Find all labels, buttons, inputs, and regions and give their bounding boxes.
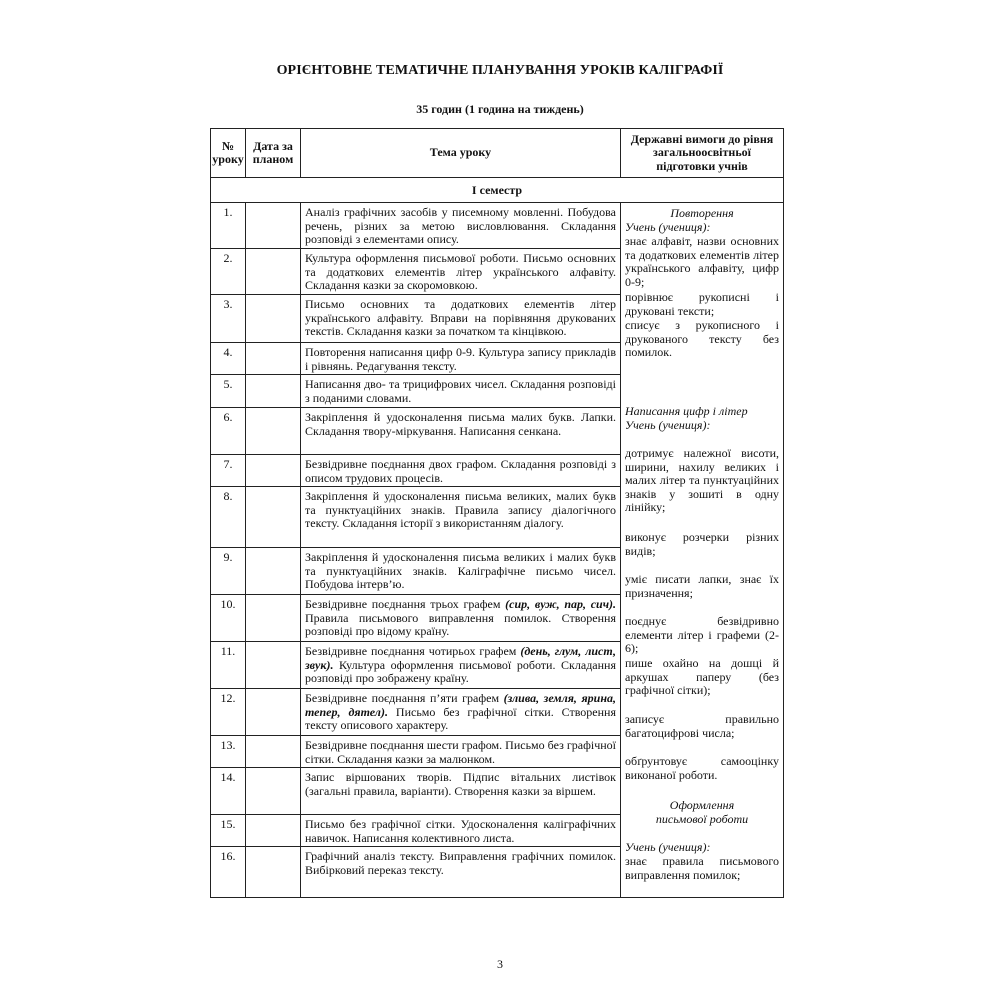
semester-label: І семестр (471, 183, 523, 197)
lesson-topic: Безвідривне поєднання п’яти графем (злива, земля, ярина, тепер, дятел). Письмо без графічної сітки. Створення тексту описового характеру. (305, 691, 617, 732)
lesson-number: 10. (220, 597, 236, 611)
planning-table (210, 128, 784, 898)
req-item: дотримує належної висоти, ширини, нахилу великих і малих літер та пунктуаційних знаків у зошиті в одну лінійку; (625, 446, 779, 514)
req-heading-writing: Написання цифр і літер (625, 404, 748, 418)
lesson-topic: Безвідривне поєднання чотирьох графем (день, глум, лист, звук). Культура оформлення письмової роботи. Складання розповіді про зображену країну. (305, 644, 616, 685)
page-number: 3 (497, 957, 503, 971)
lesson-topic: Закріплення й удосконалення письма великих і малих букв та пунктуаційних знаків. Каліграфічне письмо чисел. Побудова інтерв’ю. (305, 550, 616, 591)
lesson-number: 13. (220, 738, 236, 752)
req-heading-repetition: Повторення (670, 206, 734, 220)
lesson-topic: Закріплення й удосконалення письма малих букв. Лапки. Складання твору-міркування. Написання сенкана. (305, 410, 616, 438)
header-requirements: Державні вимоги до рівня загальноосвітньої підготовки учнів (630, 131, 774, 173)
req-item: виконує розчерки різних видів; (625, 530, 779, 558)
lesson-topic: Графічний аналіз тексту. Виправлення графічних помилок. Вибірковий переказ тексту. (305, 849, 616, 877)
lesson-number: 15. (220, 817, 236, 831)
req-item: обґрунтовує самооцінку виконаної роботи. (625, 754, 779, 782)
req-pupil-label: Учень (учениця): (625, 418, 711, 432)
req-item: порівнює рукописні і друковані тексти; (625, 290, 779, 318)
req-item: поєднує безвідривно елементи літер і графеми (2-6); (625, 614, 779, 655)
lesson-number: 1. (223, 205, 233, 219)
lesson-topic: Безвідривне поєднання шести графом. Письмо без графічної сітки. Складання казки за малюнком. (305, 738, 616, 766)
lesson-topic: Письмо без графічної сітки. Удосконалення каліграфічних навичок. Написання колективного листа. (305, 817, 616, 845)
req-item: записує правильно багатоцифрові числа; (625, 712, 779, 740)
lesson-number: 8. (223, 489, 233, 503)
lesson-number: 9. (223, 550, 233, 564)
lesson-number: 4. (223, 345, 233, 359)
lesson-topic: Запис віршованих творів. Підпис вітальних листівок (загальні правила, варіанти). Створення казки за віршем. (305, 770, 616, 798)
header-num: № уроку (212, 138, 244, 166)
req-item: пише охайно на дошці й аркушах паперу (без графічної сітки); (625, 656, 779, 697)
header-date: Дата за планом (252, 138, 294, 166)
lesson-topic: Письмо основних та додаткових елементів літер українського алфавіту. Вправи на порівняння друкованих текстів. Складання казки за початком та кінцівкою. (305, 297, 616, 338)
lesson-number: 12. (220, 691, 236, 705)
req-item: знає алфавіт, назви основних та додаткових елементів літер українського алфавіту, цифр 0-9; (625, 234, 779, 289)
lesson-topic: Безвідривне поєднання трьох графем (сир, вуж, пар, сич). Правила письмового виправлення помилок. Створення розповіді про відому країну. (305, 597, 617, 638)
req-item: уміє писати лапки, знає їх призначення; (625, 572, 779, 600)
lesson-number: 11. (220, 644, 236, 658)
lesson-number: 16. (220, 849, 236, 863)
lesson-topic: Повторення написання цифр 0-9. Культура запису прикладів і рівнянь. Редагування тексту. (305, 345, 616, 373)
req-heading-formatting: Оформлення письмової роботи (655, 798, 749, 826)
lesson-number: 3. (223, 297, 233, 311)
req-item: знає правила письмового виправлення помилок; (625, 854, 779, 882)
lesson-topic: Написання дво- та трицифрових чисел. Складання розповіді з поданими словами. (305, 377, 616, 405)
req-pupil-label: Учень (учениця): (625, 220, 711, 234)
req-pupil-label: Учень (учениця): (625, 840, 711, 854)
lesson-topic: Закріплення й удосконалення письма великих, малих букв та пунктуаційних знаків. Правила запису діалогічного тексту. Складання історії з використанням діалогу. (305, 489, 616, 530)
lesson-number: 6. (223, 410, 233, 424)
lesson-number: 7. (223, 457, 233, 471)
page-subtitle: 35 годин (1 година на тиждень) (416, 102, 584, 116)
header-topic: Тема уроку (429, 145, 492, 160)
lesson-number: 5. (223, 377, 233, 391)
lesson-topic: Аналіз графічних засобів у писемному мовленні. Побудова речень, різних за метою висловлювання. Складання розповіді з елементами опису. (305, 205, 616, 246)
lesson-topic: Культура оформлення письмової роботи. Письмо основних та додаткових елементів літер українського алфавіту. Складання казки за скоромовкою. (305, 251, 616, 292)
lesson-number: 2. (223, 251, 233, 265)
lesson-number: 14. (220, 770, 236, 784)
requirements-column (621, 203, 783, 897)
page-title: ОРІЄНТОВНЕ ТЕМАТИЧНЕ ПЛАНУВАННЯ УРОКІВ КАЛІГРАФІЇ (276, 63, 724, 78)
req-item: списує з рукописного і друкованого тексту без помилок. (625, 318, 779, 359)
lesson-topic: Безвідривне поєднання двох графом. Складання розповіді з описом трудових процесів. (305, 457, 616, 485)
